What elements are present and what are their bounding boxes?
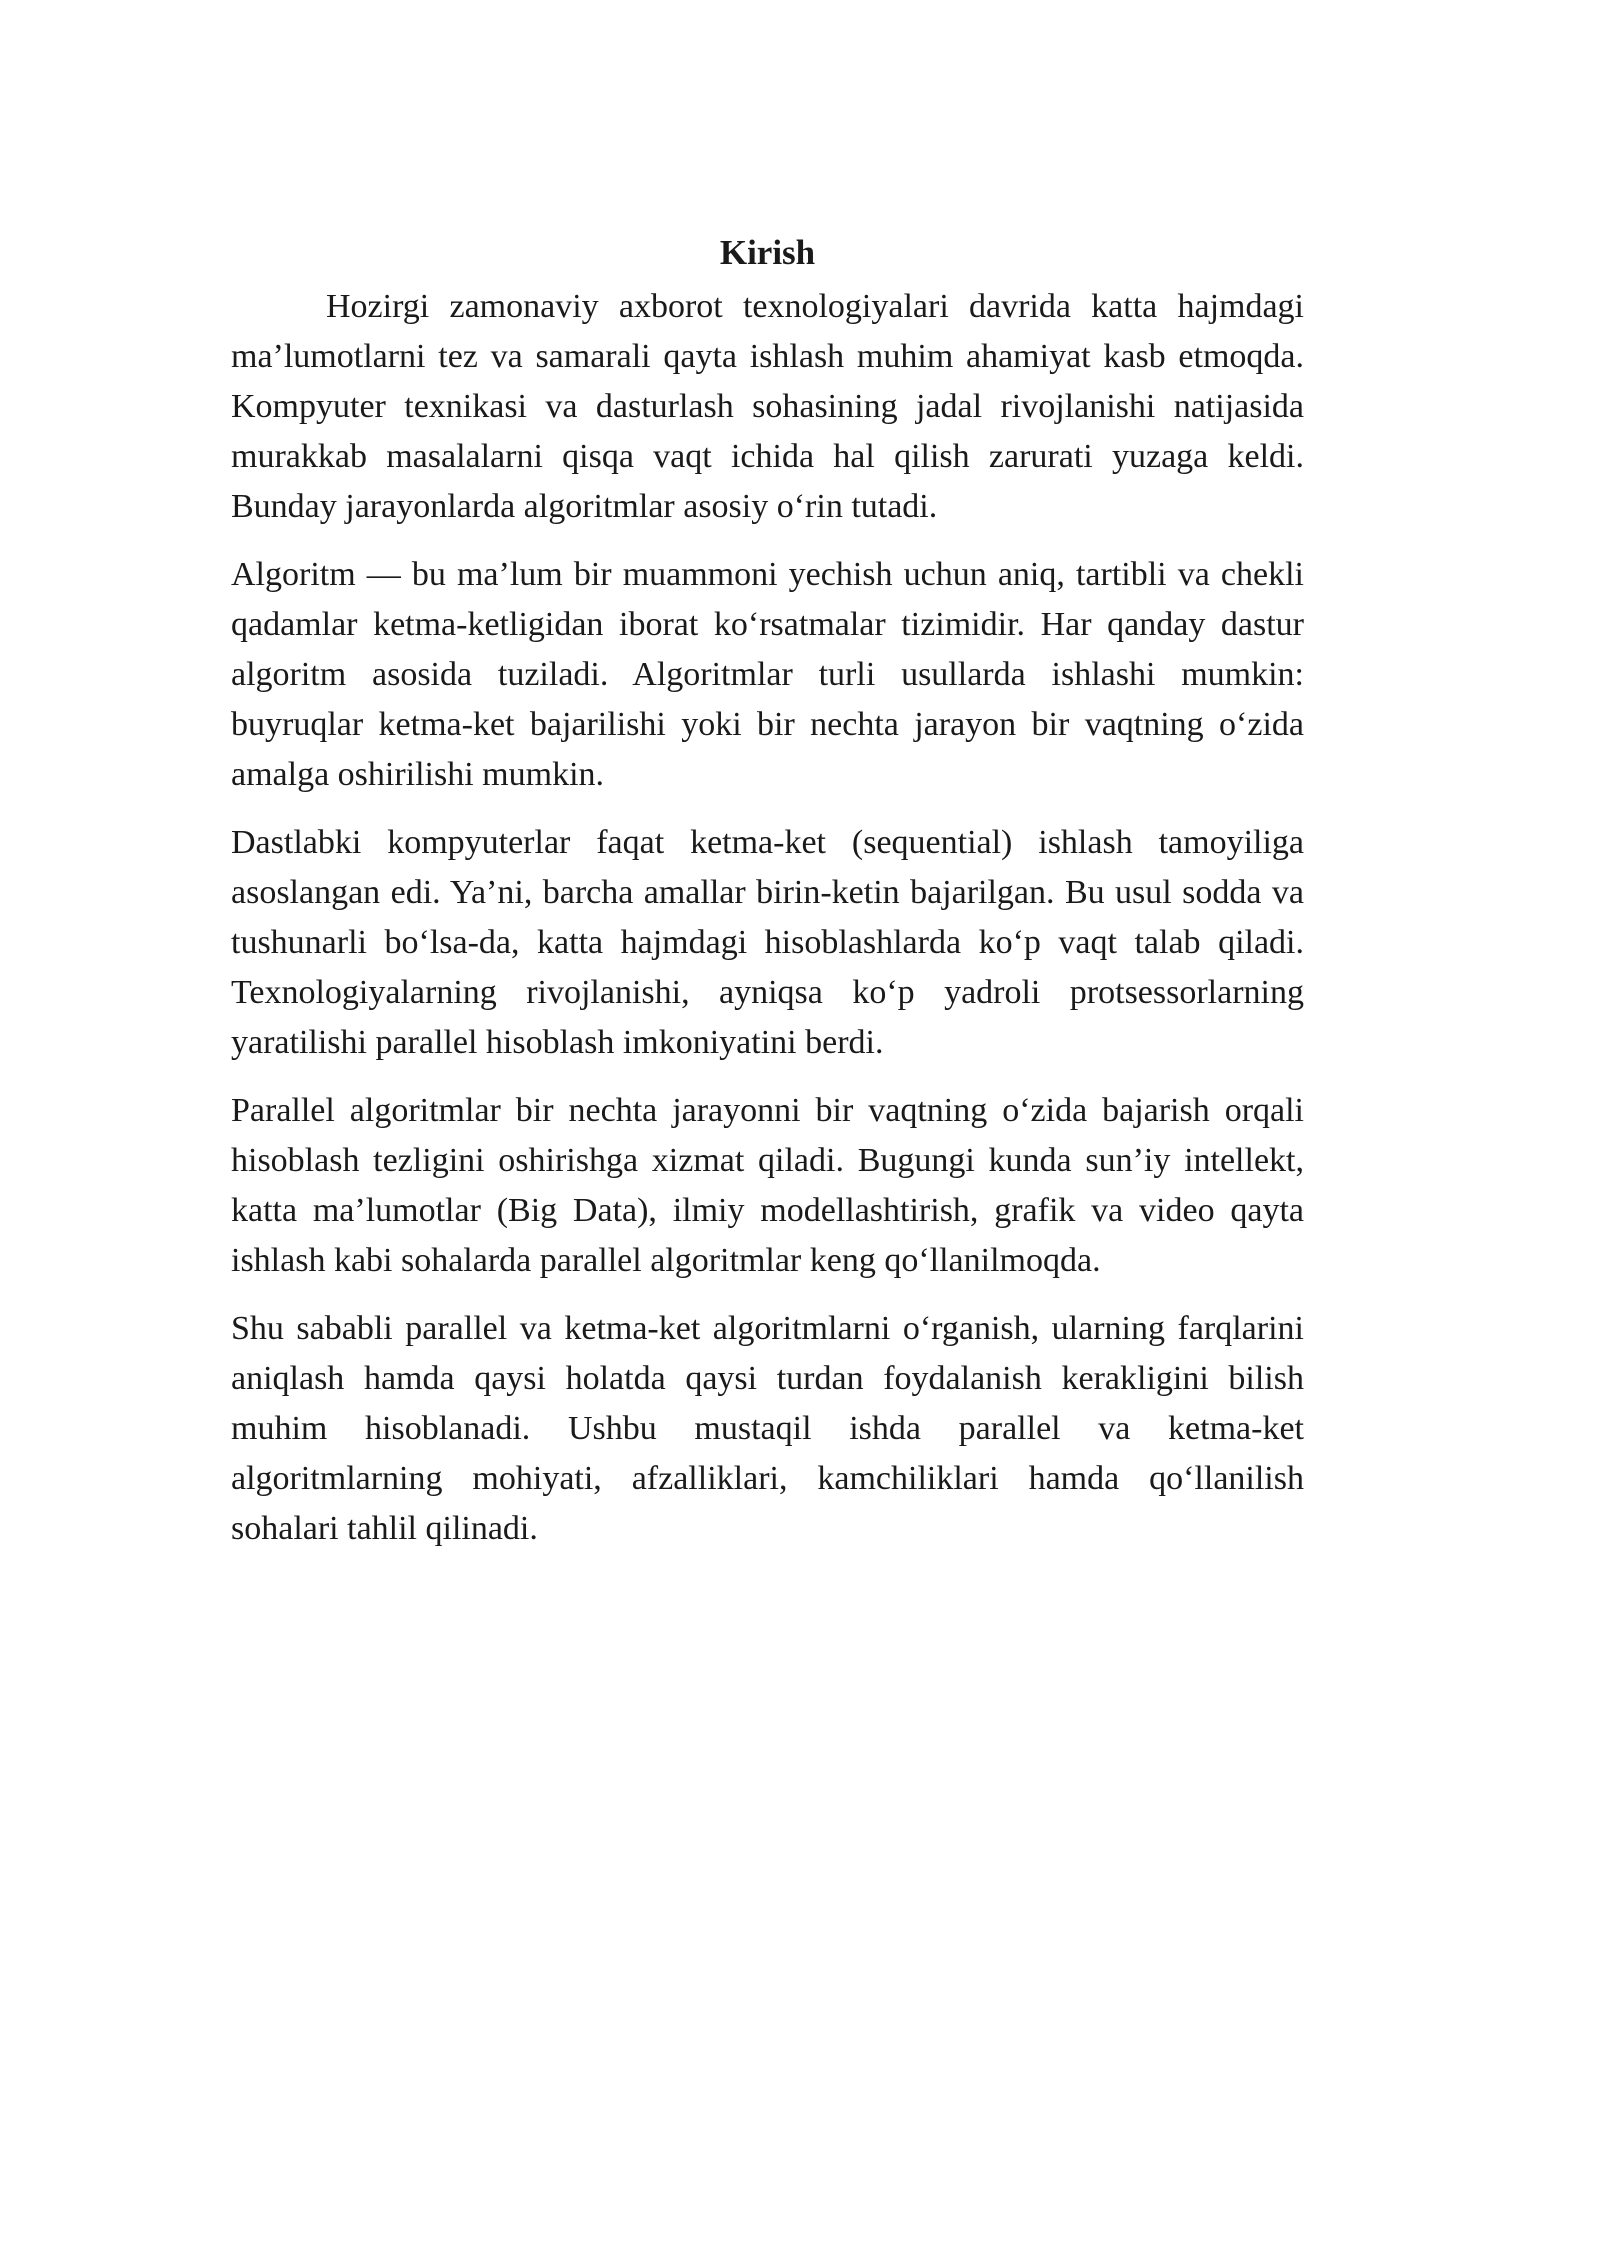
page-title: Kirish (719, 233, 816, 272)
paragraph-conclusion: Shu sababli parallel va ketma-ket algoritmlarni o‘rganish, ularning farqlarini aniqlash hamda qaysi holatda qaysi turdan foydalanish kerakligini bilish muhim hisoblanadi. Ushbu mustaqil ishda parallel va ketma-ket algoritmlarning mohiyati, afzalliklari, kamchiliklari hamda qo‘llanilish sohalari tahlil qilinadi. (231, 1310, 1304, 1547)
paragraph-intro: Hozirgi zamonaviy axborot texnologiyalari davrida katta hajmdagi ma’lumotlarni tez va samarali qayta ishlash muhim ahamiyat kasb etmoqda. Kompyuter texnikasi va dasturlash sohasining jadal rivojlanishi natijasida murakkab masalalarni qisqa vaqt ichida hal qilish zarurati yuzaga keldi. Bunday jarayonlarda algoritmlar asosiy o‘rin tutadi. (231, 288, 1304, 525)
paragraph-sequential-computers: Dastlabki kompyuterlar faqat ketma-ket (sequential) ishlash tamoyiliga asoslangan edi. Ya’ni, barcha amallar birin-ketin bajarilgan. Bu usul sodda va tushunarli bo‘lsa-da, katta hajmdagi hisoblashlarda ko‘p vaqt talab qiladi. Texnologiyalarning rivojlanishi, ayniqsa ko‘p yadroli protsessorlarning yaratilishi parallel hisoblash imkoniyatini berdi. (231, 824, 1304, 1061)
paragraph-parallel-algorithms: Parallel algoritmlar bir nechta jarayonni bir vaqtning o‘zida bajarish orqali hisoblash tezligini oshirishga xizmat qiladi. Bugungi kunda sun’iy intellekt, katta ma’lumotlar (Big Data), ilmiy modellashtirish, grafik va video qayta ishlash kabi sohalarda parallel algoritmlar keng qo‘llanilmoqda. (231, 1092, 1304, 1279)
document-body (231, 228, 1304, 1572)
paragraph-algorithm-definition: Algoritm — bu ma’lum bir muammoni yechish uchun aniq, tartibli va chekli qadamlar ketma-ketligidan iborat ko‘rsatmalar tizimidir. Har qanday dastur algoritm asosida tuziladi. Algoritmlar turli usullarda ishlashi mumkin: buyruqlar ketma-ket bajarilishi yoki bir nechta jarayon bir vaqtning o‘zida amalga oshirilishi mumkin. (231, 556, 1304, 793)
